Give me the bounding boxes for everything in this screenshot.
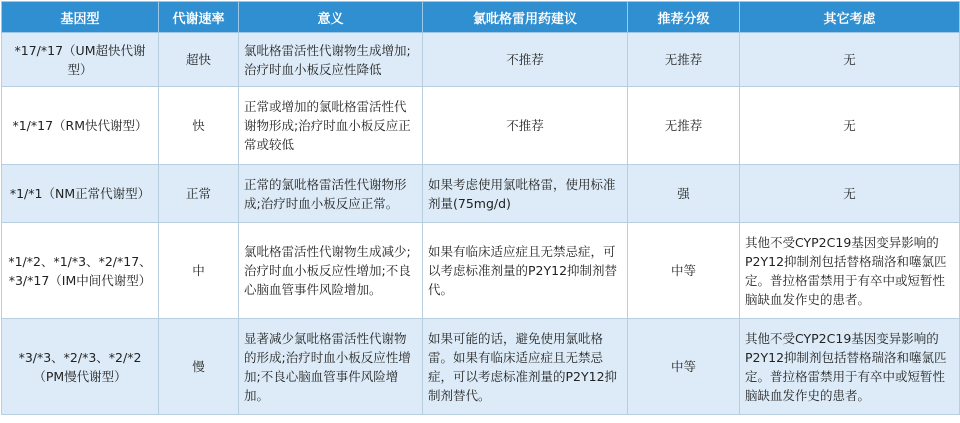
genotype-cell: *1/*2、*1/*3、*2/*17、*3/*17（IM中间代谢型） (2, 223, 159, 319)
metabolic-rate-cell: 慢 (159, 319, 239, 415)
advice-cell: 不推荐 (423, 33, 628, 87)
header-other-considerations: 其它考虑 (740, 2, 960, 33)
genotype-cell: *1/*1（NM正常代谢型） (2, 165, 159, 223)
grade-cell: 无推荐 (628, 33, 740, 87)
genotype-cell: *1/*17（RM快代谢型） (2, 87, 159, 165)
table-row (2, 165, 960, 223)
meaning-cell: 氯吡格雷活性代谢物生成减少;治疗时血小板反应性增加;不良心脑血管事件风险增加。 (239, 223, 423, 319)
advice-cell: 不推荐 (423, 87, 628, 165)
advice-cell: 如果考虑使用氯吡格雷，使用标准剂量(75mg/d) (423, 165, 628, 223)
advice-cell: 如果有临床适应症且无禁忌症，可以考虑标准剂量的P2Y12抑制剂替代。 (423, 223, 628, 319)
table-row (2, 33, 960, 87)
other-considerations-cell: 无 (740, 165, 960, 223)
meaning-cell: 显著减少氯吡格雷活性代谢物的形成;治疗时血小板反应性增加;不良心脑血管事件风险增加。 (239, 319, 423, 415)
table-header-row (2, 2, 960, 33)
table-row (2, 87, 960, 165)
metabolic-rate-cell: 正常 (159, 165, 239, 223)
meaning-cell: 正常或增加的氯吡格雷活性代谢物形成;治疗时血小板反应正常或较低 (239, 87, 423, 165)
other-considerations-cell: 其他不受CYP2C19基因变异影响的P2Y12抑制剂包括替格瑞洛和噻氯匹定。普拉格雷禁用于有卒中或短暂性脑缺血发作史的患者。 (740, 223, 960, 319)
advice-cell: 如果可能的话，避免使用氯吡格雷。如果有临床适应症且无禁忌症，可以考虑标准剂量的P2Y12抑制剂替代。 (423, 319, 628, 415)
clopidogrel-genotype-table (1, 1, 960, 415)
grade-cell: 中等 (628, 319, 740, 415)
metabolic-rate-cell: 快 (159, 87, 239, 165)
metabolic-rate-cell: 中 (159, 223, 239, 319)
meaning-cell: 正常的氯吡格雷活性代谢物形成;治疗时血小板反应正常。 (239, 165, 423, 223)
header-recommendation-grade: 推荐分级 (628, 2, 740, 33)
meaning-cell: 氯吡格雷活性代谢物生成增加;治疗时血小板反应性降低 (239, 33, 423, 87)
header-metabolic-rate: 代谢速率 (159, 2, 239, 33)
header-meaning: 意义 (239, 2, 423, 33)
table-row (2, 223, 960, 319)
grade-cell: 无推荐 (628, 87, 740, 165)
genotype-cell: *17/*17（UM超快代谢型） (2, 33, 159, 87)
table-row (2, 319, 960, 415)
header-clopidogrel-advice: 氯吡格雷用药建议 (423, 2, 628, 33)
header-genotype: 基因型 (2, 2, 159, 33)
genotype-cell: *3/*3、*2/*3、*2/*2（PM慢代谢型） (2, 319, 159, 415)
other-considerations-cell: 无 (740, 87, 960, 165)
grade-cell: 中等 (628, 223, 740, 319)
other-considerations-cell: 无 (740, 33, 960, 87)
grade-cell: 强 (628, 165, 740, 223)
metabolic-rate-cell: 超快 (159, 33, 239, 87)
other-considerations-cell: 其他不受CYP2C19基因变异影响的P2Y12抑制剂包括替格瑞洛和噻氯匹定。普拉格雷禁用于有卒中或短暂性脑缺血发作史的患者。 (740, 319, 960, 415)
